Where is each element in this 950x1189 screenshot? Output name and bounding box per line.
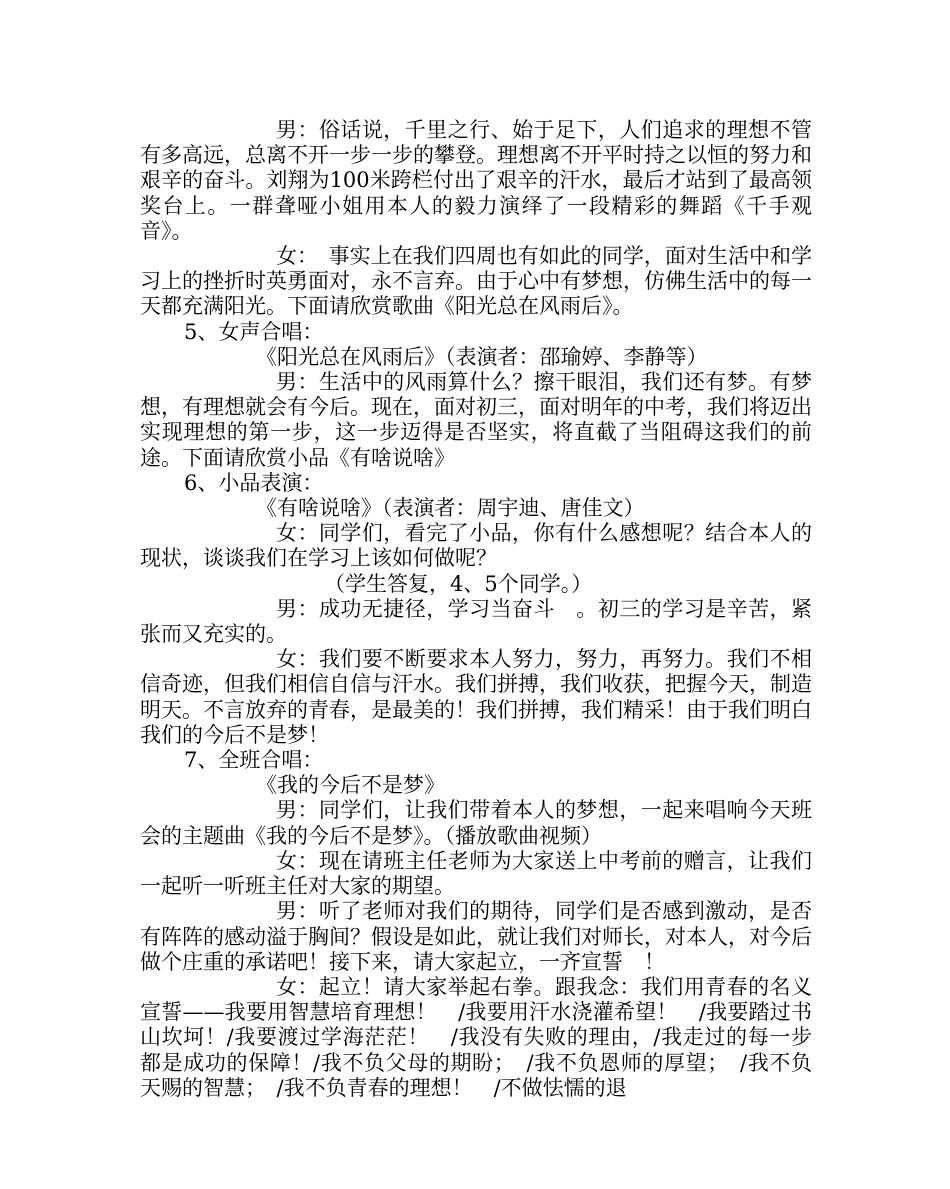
dialogue-paragraph: 男：同学们，让我们带着本人的梦想，一起来唱响今天班会的主题曲《我的今后不是梦》。（播放歌曲视频）: [140, 798, 812, 848]
dialogue-paragraph: 女： 事实上在我们四周也有如此的同学，面对生活中和学习上的挫折时英勇面对，永不言弃。由于心中有梦想，仿佛生活中的每一天都充满阳光。下面请欣赏歌曲《阳光总在风雨后》。: [140, 244, 812, 319]
dialogue-paragraph: 女：起立！请大家举起右拳。跟我念：我们用青春的名义宣誓——我要用智慧培育理想！ /我要用汗水浇灌希望！ /我要踏过书山坎坷！/我要渡过学海茫茫！ /我没有失败的理由，/我走过的每一步都是成功的保障！/我不负父母的期盼； /我不负恩师的厚望； /我不负天赐的智慧； /我不负青春的理想！ /不做怯懦的退: [140, 974, 812, 1100]
dialogue-paragraph: 男：生活中的风雨算什么？擦干眼泪，我们还有梦。有梦想，有理想就会有今后。现在，面对初三，面对明年的中考，我们将迈出实现理想的第一步，这一步迈得是否坚实，将直截了当阻碍这我们的前途。下面请欣赏小品《有啥说啥》: [140, 370, 812, 470]
program-item-heading: 5、女声合唱：: [184, 319, 324, 344]
document-body: [140, 118, 812, 1101]
program-item-title: 《有啥说啥》（表演者：周宇迪、唐佳文）: [256, 496, 645, 521]
program-item-title: 《我的今后不是梦》: [256, 773, 445, 798]
dialogue-paragraph: 女：我们要不断要求本人努力，努力，再努力。我们不相信奇迹，但我们相信自信与汗水。我们拼搏，我们收获，把握今天，制造明天。不言放弃的青春，是最美的！我们拼搏，我们精采！由于我们明白我们的今后不是梦！: [140, 647, 812, 747]
program-item-heading: 6、小品表演：: [184, 470, 324, 495]
program-item-title: 《阳光总在风雨后》（表演者：邵瑜婷、李静等）: [256, 344, 708, 369]
dialogue-paragraph: 男：俗话说，千里之行、始于足下，人们追求的理想不管有多高远，总离不开一步一步的攀登。理想离不开平时持之以恒的努力和艰辛的奋斗。刘翔为100米跨栏付出了艰辛的汗水，最后才站到了最高领奖台上。一群聋哑小姐用本人的毅力演绎了一段精彩的舞蹈《千手观音》。: [140, 118, 812, 243]
dialogue-paragraph: 女：同学们，看完了小品，你有什么感想呢？结合本人的现状，谈谈我们在学习上该如何做呢？: [140, 521, 812, 571]
dialogue-paragraph: 女：现在请班主任老师为大家送上中考前的赠言，让我们一起听一听班主任对大家的期望。: [140, 848, 812, 899]
dialogue-paragraph: 男：听了老师对我们的期待，同学们是否感到激动，是否有阵阵的感动溢于胸间？假设是如此，就让我们对师长，对本人，对今后做个庄重的承诺吧！接下来，请大家起立，一齐宣誓 ！: [140, 899, 812, 974]
dialogue-paragraph: 男：成功无捷径，学习当奋斗 。初三的学习是辛苦，紧张而又充实的。: [140, 596, 812, 647]
stage-note: （学生答复，4、5个同学。）: [324, 571, 593, 596]
program-item-heading: 7、全班合唱：: [184, 748, 324, 773]
